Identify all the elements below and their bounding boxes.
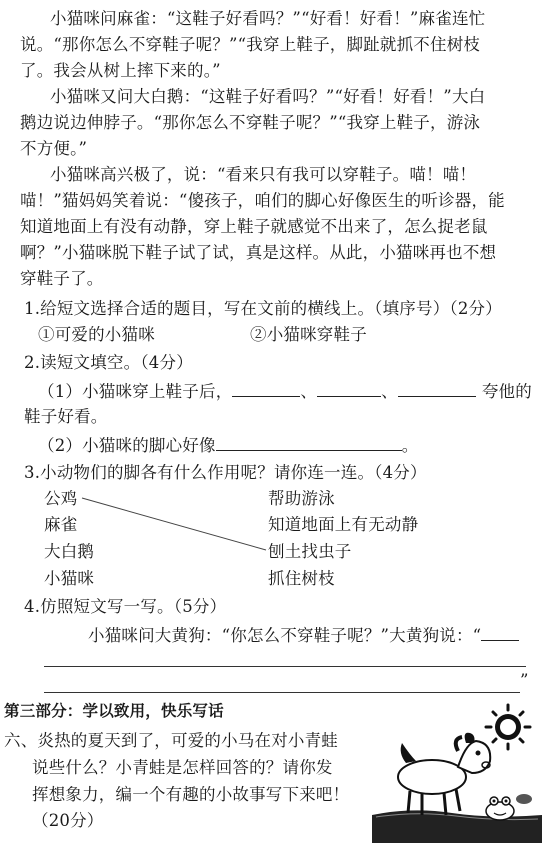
part-3-title: 第三部分：学以致用，快乐写话: [4, 702, 224, 720]
question-2-part-1-cont: 鞋子好看。: [24, 407, 108, 426]
frog-drawing: [486, 797, 514, 820]
story-line: 鹅边说边伸脖子。“那你怎么不穿鞋子呢？”“我穿上鞋子，游泳: [20, 113, 481, 132]
question-6-line: 说些什么？小青蛙是怎样回答的？请你发: [32, 758, 333, 777]
story-line: 啊？”小猫咪脱下鞋子试了试，真是这样。从此，小猫咪再也不想: [20, 243, 497, 262]
q2-p2-prefix: （2）小猫咪的脚心好像: [38, 436, 216, 455]
match-right-item[interactable]: 帮助游泳: [268, 489, 335, 508]
sun-icon: [486, 705, 530, 749]
question-2-stem: 2.读短文填空。（4分）: [24, 353, 193, 372]
closing-quote: ”: [520, 671, 529, 690]
writing-line[interactable]: [44, 666, 526, 667]
question-1-option-2: ②小猫咪穿鞋子: [250, 325, 367, 344]
story-line: 说。“那你怎么不穿鞋子呢？”“我穿上鞋子，脚趾就抓不住树枝: [20, 35, 481, 54]
question-3-stem: 3.小动物们的脚各有什么作用呢？请你连一连。（4分）: [24, 463, 427, 482]
match-left-item[interactable]: 麻雀: [44, 515, 78, 534]
story-line: 小猫咪高兴极了，说：“看来只有我可以穿鞋子。喵！喵！: [50, 165, 477, 184]
q4-line-text: 小猫咪问大黄狗：“你怎么不穿鞋子呢？”大黄狗说：“: [88, 626, 482, 645]
story-line: 小猫咪又问大白鹅：“这鞋子好看吗？”“好看！好看！”大白: [50, 87, 486, 106]
story-line: 不方便。”: [20, 139, 88, 158]
match-left-item[interactable]: 公鸡: [44, 489, 78, 508]
question-4-stem: 4.仿照短文写一写。（5分）: [24, 597, 227, 616]
match-right-item[interactable]: 刨土找虫子: [268, 542, 352, 561]
question-1-option-1: ①可爱的小猫咪: [38, 325, 155, 344]
question-6-line: 六、炎热的夏天到了，可爱的小马在对小青蛙: [4, 731, 338, 750]
match-right-item[interactable]: 知道地面上有无动静: [268, 515, 419, 534]
question-6-line: （20分）: [32, 811, 104, 830]
question-4-prompt: [88, 624, 519, 647]
answer-blank[interactable]: [481, 624, 519, 641]
question-6-line: 挥想象力，编一个有趣的小故事写下来吧！: [32, 785, 350, 804]
q2-sep: 、: [300, 382, 318, 401]
story-line: 喵！”猫妈妈笑着说：“傻孩子，咱们的脚心好像医生的听诊器，能: [20, 191, 505, 210]
match-right-item[interactable]: 抓住树枝: [268, 569, 335, 588]
story-line: 了。我会从树上摔下来的。”: [20, 61, 221, 80]
q2-sep: 、: [381, 382, 398, 401]
story-line: 穿鞋子了。: [20, 269, 104, 288]
pony-and-frog-illustration: [372, 703, 542, 843]
writing-line[interactable]: [44, 692, 520, 693]
pony-drawing: [398, 733, 490, 815]
story-line: 小猫咪问麻雀：“这鞋子好看吗？”“好看！好看！”麻雀连忙: [50, 9, 486, 28]
match-left-item[interactable]: 大白鹅: [44, 542, 95, 561]
question-1-stem: 1.给短文选择合适的题目，写在文前的横线上。（填序号）（2分）: [24, 299, 502, 318]
q2-p1-suffix: 夸他的: [481, 382, 532, 401]
story-line: 知道地面上有没有动静，穿上鞋子就感觉不出来了，怎么捉老鼠: [20, 217, 488, 236]
q2-p2-suffix: 。: [401, 436, 419, 455]
match-left-item[interactable]: 小猫咪: [44, 569, 95, 588]
q2-p1-prefix: （1）小猫咪穿上鞋子后，: [38, 382, 233, 401]
